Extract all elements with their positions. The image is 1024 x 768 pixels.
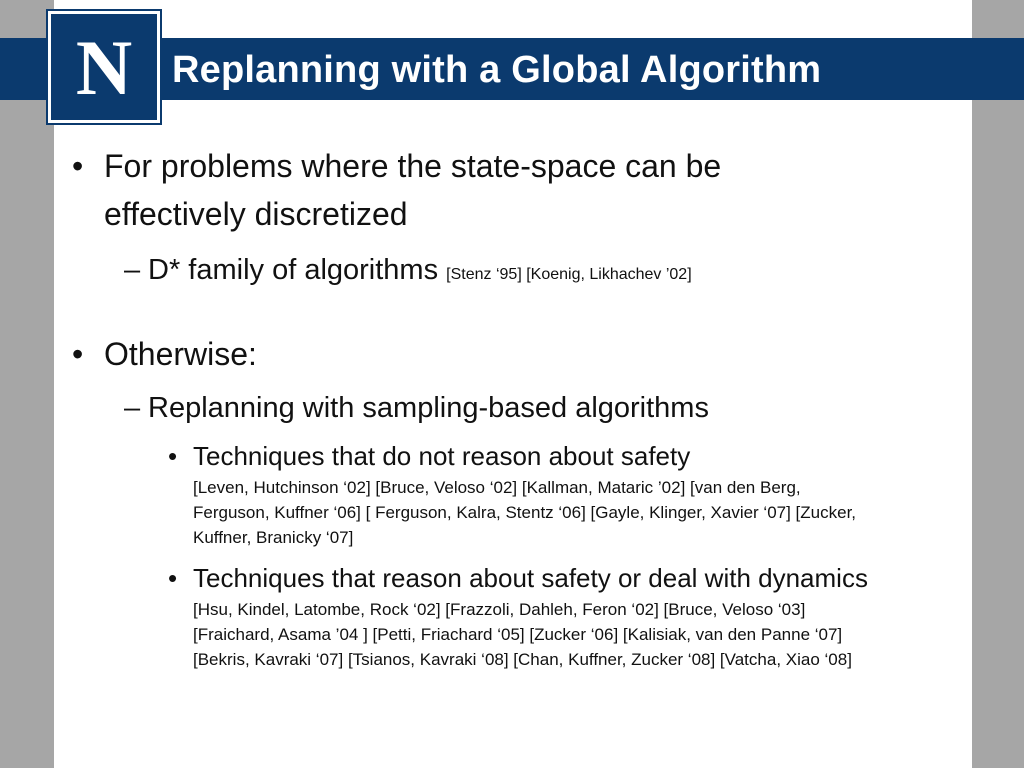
bullet-1-line-1: For problems where the state-space can be <box>104 148 722 184</box>
technique-1-title: Techniques that do not reason about safety <box>193 441 691 471</box>
technique-2-refs-line-3: [Bekris, Kavraki ‘07] [Tsianos, Kavraki ‘08] [Chan, Kuffner, Zucker ‘08] [Vatcha, Xiao ‘08] <box>193 650 852 669</box>
slide-title: Replanning with a Global Algorithm <box>172 49 822 91</box>
technique-1-refs-line-3: Kuffner, Branicky ‘07] <box>193 528 354 547</box>
bullet-1-sub-1-text: D* family of algorithms <box>148 254 439 286</box>
technique-2-refs-line-1: [Hsu, Kindel, Latombe, Rock ‘02] [Frazzoli, Dahleh, Feron ‘02] [Bruce, Veloso ‘03] <box>193 600 806 619</box>
dash-marker: – <box>124 254 141 286</box>
bullet-marker: • <box>168 441 178 471</box>
bullet-marker: • <box>72 336 84 372</box>
dash-marker: – <box>124 392 141 424</box>
bullet-1-line-2: effectively discretized <box>104 196 408 232</box>
bullet-1-sub-1-refs: [Stenz ‘95] [Koenig, Likhachev ’02] <box>446 266 692 283</box>
technique-2-title: Techniques that reason about safety or deal with dynamics <box>193 563 868 593</box>
bullet-marker: • <box>72 148 84 184</box>
technique-1-refs-line-1: [Leven, Hutchinson ‘02] [Bruce, Veloso ‘02] [Kallman, Mataric ’02] [van den Berg, <box>193 478 801 497</box>
bullet-1-sub-1 <box>148 250 692 295</box>
bullet-2-sub-1: Replanning with sampling-based algorithms <box>148 392 709 424</box>
technique-1-refs-line-2: Ferguson, Kuffner ‘06] [ Ferguson, Kalra, Stentz ‘06] [Gayle, Klinger, Xavier ‘07] [Zucker, <box>193 503 857 522</box>
bullet-2-line-1: Otherwise: <box>104 336 257 372</box>
technique-2-refs-line-2: [Fraichard, Asama ’04 ] [Petti, Friachard ‘05] [Zucker ‘06] [Kalisiak, van den Panne ‘07] <box>193 625 843 644</box>
bullet-marker: • <box>168 563 178 593</box>
logo-letter: N <box>75 24 133 111</box>
